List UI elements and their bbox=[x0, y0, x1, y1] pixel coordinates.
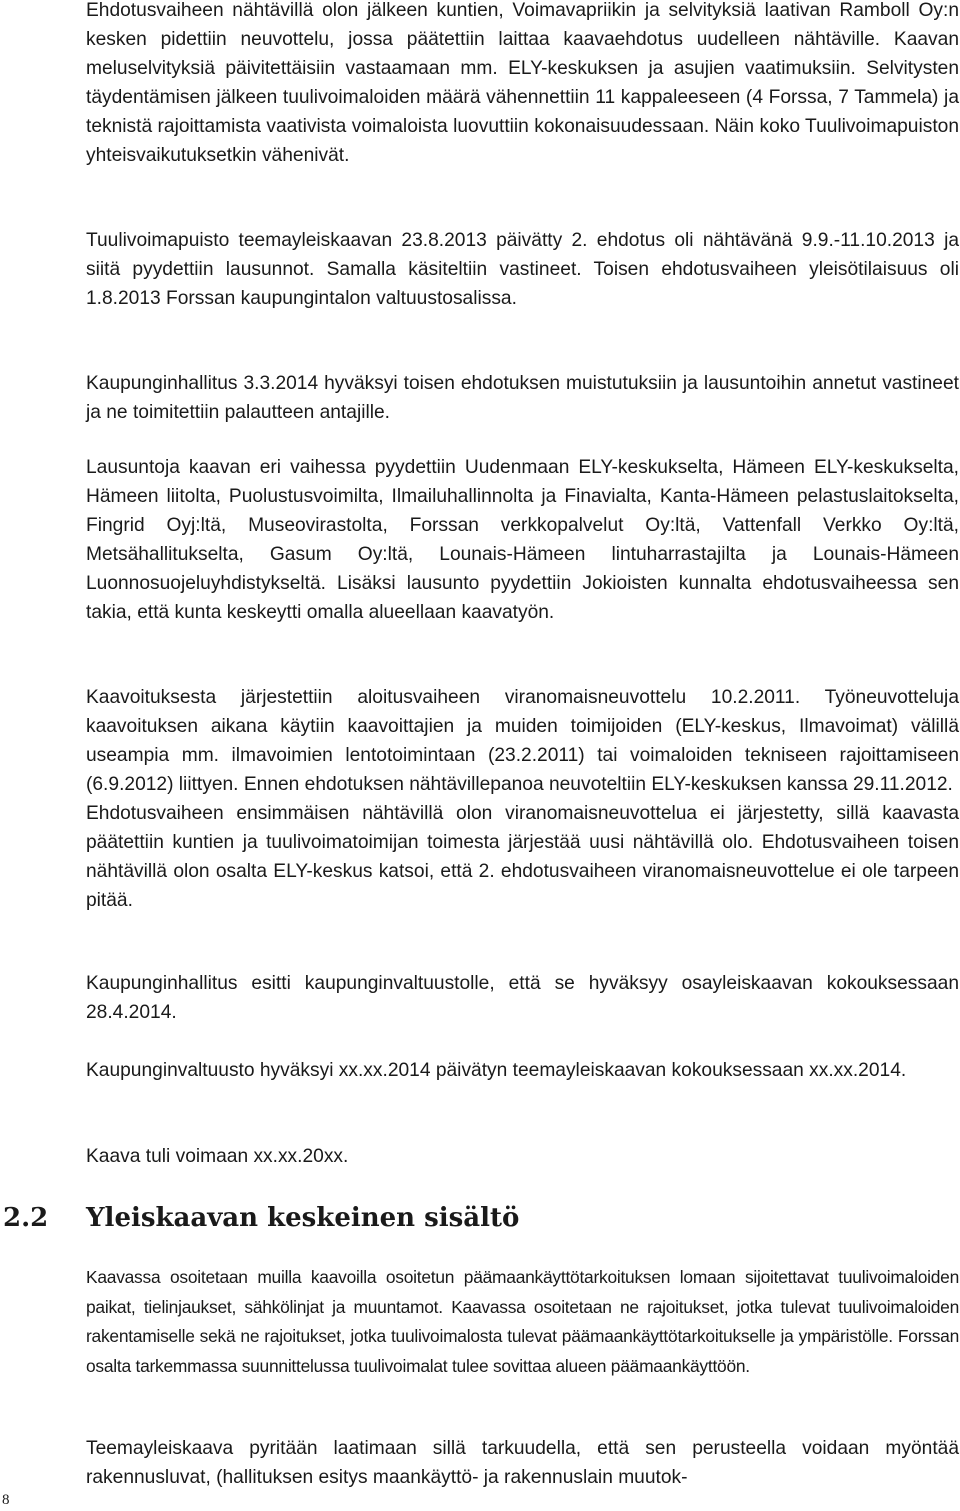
paragraph-kaupunginhallitus-vastineet: Kaupunginhallitus 3.3.2014 hyväksyi toisen ehdotuksen muistutuksiin ja lausuntoihin annetut vastineet ja ne toimitettiin palautteen antajille. bbox=[86, 373, 959, 423]
paragraph-ehdotusvaiheen-neuvottelu: Ehdotusvaiheen nähtävillä olon jälkeen kuntien, Voimavapriikin ja selvityksiä laativan Ramboll Oy:n kesken pidettiin neuvottelu, jossa päätettiin laittaa kaavaehdotus uudelleen nähtäville. Kaavan meluselvityksiä päivitettäisiin vastaamaan mm. ELY-keskuksen ja asujien vaatimuksiin. Selvitysten täydentämisen jälkeen tuulivoimaloiden määrä vähennettiin 11 kappaleeseen (4 Forssa, 7 Tammela) ja teknistä rajoittamista vaativista voimaloista luovuttiin kokonaisuudessaan. Näin koko Tuulivoimapuiston yhteisvaikutuksetkin vähenivät. bbox=[86, 0, 959, 166]
section-number: 2.2 bbox=[3, 1203, 49, 1233]
paragraph-kaupunginhallitus-esitys: Kaupunginhallitus esitti kaupunginvaltuustolle, että se hyväksyy osayleiskaavan kokouksessaan 28.4.2014. bbox=[86, 973, 959, 1023]
section-title: Yleiskaavan keskeinen sisältö bbox=[86, 1203, 520, 1233]
paragraph-group-viranomaisneuvottelut bbox=[86, 683, 959, 915]
paragraph-ehdotusvaihe-neuvottelu: Ehdotusvaiheen ensimmäisen nähtävillä olon viranomaisneuvottelua ei järjestetty, sillä kaavasta päätettiin kuntien ja tuulivoimatoimijan toimesta järjestää uusi nähtävillä olo. Ehdotusvaiheen toisen nähtävillä olon osalta ELY-keskus katsoi, että 2. ehdotusvaiheen viranomaisneuvottelue ei ole tarpeen pitää. bbox=[86, 803, 959, 911]
paragraph-tarkkuus: Teemayleiskaava pyritään laatimaan sillä tarkuudella, että sen perusteella voidaan myöntää rakennusluvat, (hallituksen esitys maankäyttö- ja rakennuslain muutok- bbox=[86, 1438, 959, 1488]
paragraph-aloitusvaihe: Kaavoituksesta järjestettiin aloitusvaiheen viranomaisneuvottelu 10.2.2011. Työneuvotteluja kaavoituksen aikana käytiin kaavoittajien ja muiden toimijoiden (ELY-keskus, Ilmavoimat) välillä useampia mm. ilmavoimien lentotoimintaan (23.2.2011) tai voimaloiden tekniseen rajoittamiseen (6.9.2012) liittyen. Ennen ehdotuksen nähtävillepanoa neuvoteltiin ELY-keskuksen kanssa 29.11.2012. bbox=[86, 687, 959, 795]
page-number: 8 bbox=[2, 1492, 10, 1508]
paragraph-kaupunginvaltuusto: Kaupunginvaltuusto hyväksyi xx.xx.2014 päivätyn teemayleiskaavan kokouksessaan xx.xx.2014. bbox=[86, 1060, 907, 1081]
paragraph-toinen-ehdotus: Tuulivoimapuisto teemayleiskaavan 23.8.2013 päivätty 2. ehdotus oli nähtävänä 9.9.-11.10.2013 ja siitä pyydettiin lausunnot. Samalla käsiteltiin vastineet. Toisen ehdotusvaiheen yleisötilaisuus oli 1.8.2013 Forssan kaupungintalon valtuustosalissa. bbox=[86, 230, 959, 309]
paragraph-voimaantulo: Kaava tuli voimaan xx.xx.20xx. bbox=[86, 1146, 349, 1167]
section-heading bbox=[3, 1198, 519, 1238]
paragraph-lausuntoja: Lausuntoja kaavan eri vaihessa pyydettiin Uudenmaan ELY-keskukselta, Hämeen ELY-keskukselta, Hämeen liitolta, Puolustusvoimilta, Ilmailuhallinnolta ja Finavialta, Kanta-Hämeen pelastuslaitokselta, Fingrid Oyj:ltä, Museovirastolta, Forssan verkkopalvelut Oy:ltä, Vattenfall Verkko Oy:ltä, Metsähallitukselta, Gasum Oy:ltä, Lounais-Hämeen lintuharrastajilta ja Lounais-Hämeen Luonnosuojeluyhdistykseltä. Lisäksi lausunto pyydettiin Jokioisten kunnalta ehdotusvaiheessa sen takia, että kunta keskeytti omalla alueellaan kaavatyön. bbox=[86, 457, 959, 623]
paragraph-kaavan-sisalto: Kaavassa osoitetaan muilla kaavoilla osoitetun päämaankäyttötarkoituksen lomaan sijoitettavat tuulivoimaloiden paikat, tielinjaukset, sähkölinjat ja muuntamot. Kaavassa osoitetaan ne rajoitukset, jotka tulevat tuulivoimaloiden rakentamiselle sekä ne rajoitukset, jotka tuulivoimalosta tulevat päämaankäyttötarkoitukselle ja ympäristölle. Forssan osalta tarkemmassa suunnittelussa tuulivoimalat tulee sovittaa alueen päämaankäyttöön. bbox=[86, 1267, 959, 1376]
